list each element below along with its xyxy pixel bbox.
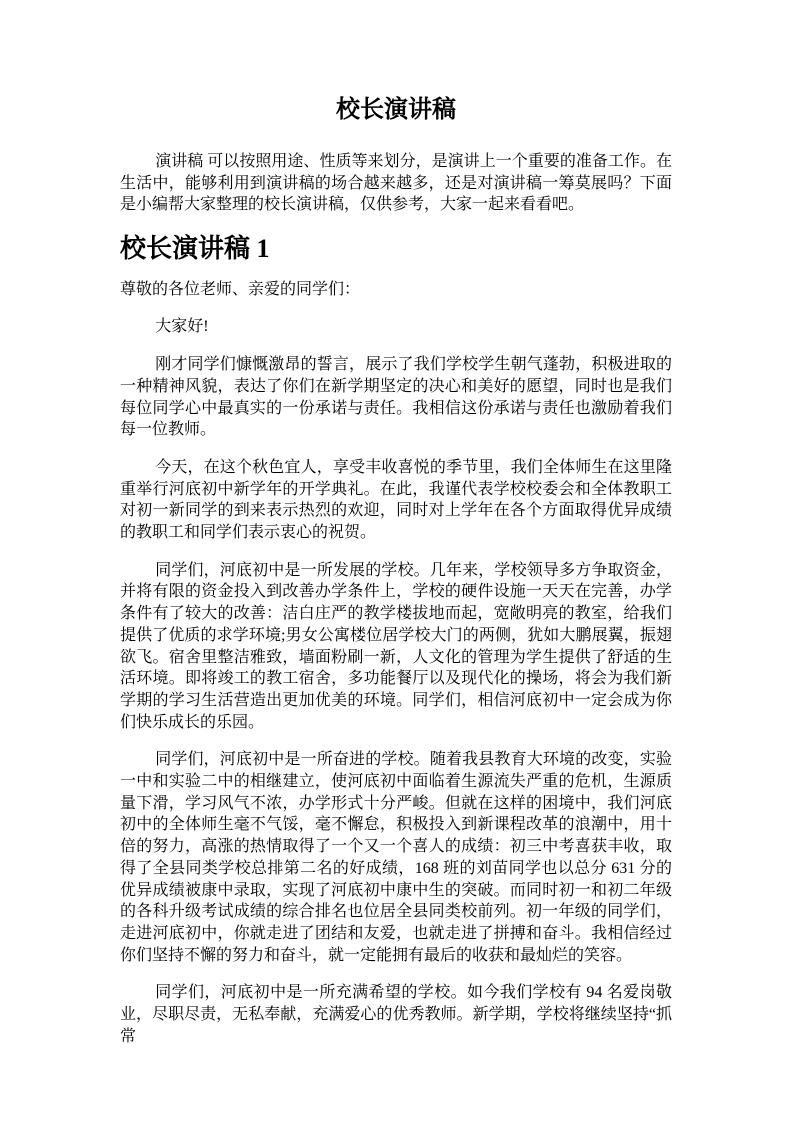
speech-paragraph-developing-school: 同学们，河底初中是一所发展的学校。几年来，学校领导多方争取资金，并将有限的资金投入到改善办学条件上，学校的硬件设施一天天在完善，办学条件有了较大的改善：洁白庄严的教学楼拔地而起，宽敞明亮的教室，给我们提供了优质的求学环境;男女公寓楼位居学校大门的两侧，犹如大鹏展翼，振翅欲飞。宿舍里整洁雅致，墙面粉刷一新，人文化的管理为学生提供了舒适的生活环境。即将竣工的教工宿舍，多功能餐厅以及现代化的操场，将会为我们新学期的学习生活营造出更加优美的环境。同学们，相信河底初中一定会成为你们快乐成长的乐园。 — [120, 561, 672, 731]
speech-paragraph-ceremony: 今天，在这个秋色宜人，享受丰收喜悦的季节里，我们全体师生在这里隆重举行河底初中新学年的开学典礼。在此，我谨代表学校校委会和全体教职工对初一新同学的到来表示热烈的欢迎，同时对上学年在各个方面取得优异成绩的教职工和同学们表示衷心的祝贺。 — [120, 458, 672, 542]
intro-paragraph: 演讲稿 可以按照用途、性质等来划分，是演讲上一个重要的准备工作。在生活中，能够利用到演讲稿的场合越来越多，还是对演讲稿一筹莫展吗？下面是小编帮大家整理的校长演讲稿，仅供参考，大家一起来看看吧。 — [120, 152, 672, 214]
document-title: 校长演讲稿 — [336, 97, 456, 123]
speech-paragraph-hopeful-school: 同学们，河底初中是一所充满希望的学校。如今我们学校有 94 名爱岗敬业，尽职尽责，无私奉献，充满爱心的优秀教师。新学期，学校将继续坚持“抓常 — [120, 984, 672, 1045]
salutation: 尊敬的各位老师、亲爱的同学们： — [120, 280, 361, 298]
speech-paragraph-striving-school: 同学们，河底初中是一所奋进的学校。随着我县教育大环境的改变，实验一中和实验二中的相继建立，使河底初中面临着生源流失严重的危机，生源质量下滑，学习风气不浓，办学形式十分严峻。但就在这样的困境中，我们河底初中的全体师生毫不气馁，毫不懈怠，积极投入到新课程改革的浪潮中，用十倍的努力，高涨的热情取得了一个又一个喜人的成绩：初三中考喜获丰收，取得了全县同类学校总排第二名的好成绩，168 班的刘苗同学也以总分 631 分的优异成绩被康中录取，实现了河底初中康中生的突破。而同时初一和初二年级的各科升级考试成绩的综合排名也位居全县同类校前列。初一年级的同学们，走进河底初中，你就走进了团结和友爱，也就走进了拼搏和奋斗。我相信经过你们坚持不懈的努力和奋斗，就一定能拥有最后的收获和最灿烂的笑容。 — [120, 751, 672, 964]
section-heading: 校长演讲稿 1 — [120, 233, 270, 263]
speech-paragraph-oath: 刚才同学们慷慨激昂的誓言，展示了我们学校学生朝气蓬勃，积极进取的一种精神风貌，表达了你们在新学期坚定的决心和美好的愿望，同时也是我们每位同学心中最真实的一份承诺与责任。我相信这份承诺与责任也激励着我们每一位教师。 — [120, 356, 672, 439]
speech-paragraph-greeting: 大家好! — [155, 318, 209, 336]
